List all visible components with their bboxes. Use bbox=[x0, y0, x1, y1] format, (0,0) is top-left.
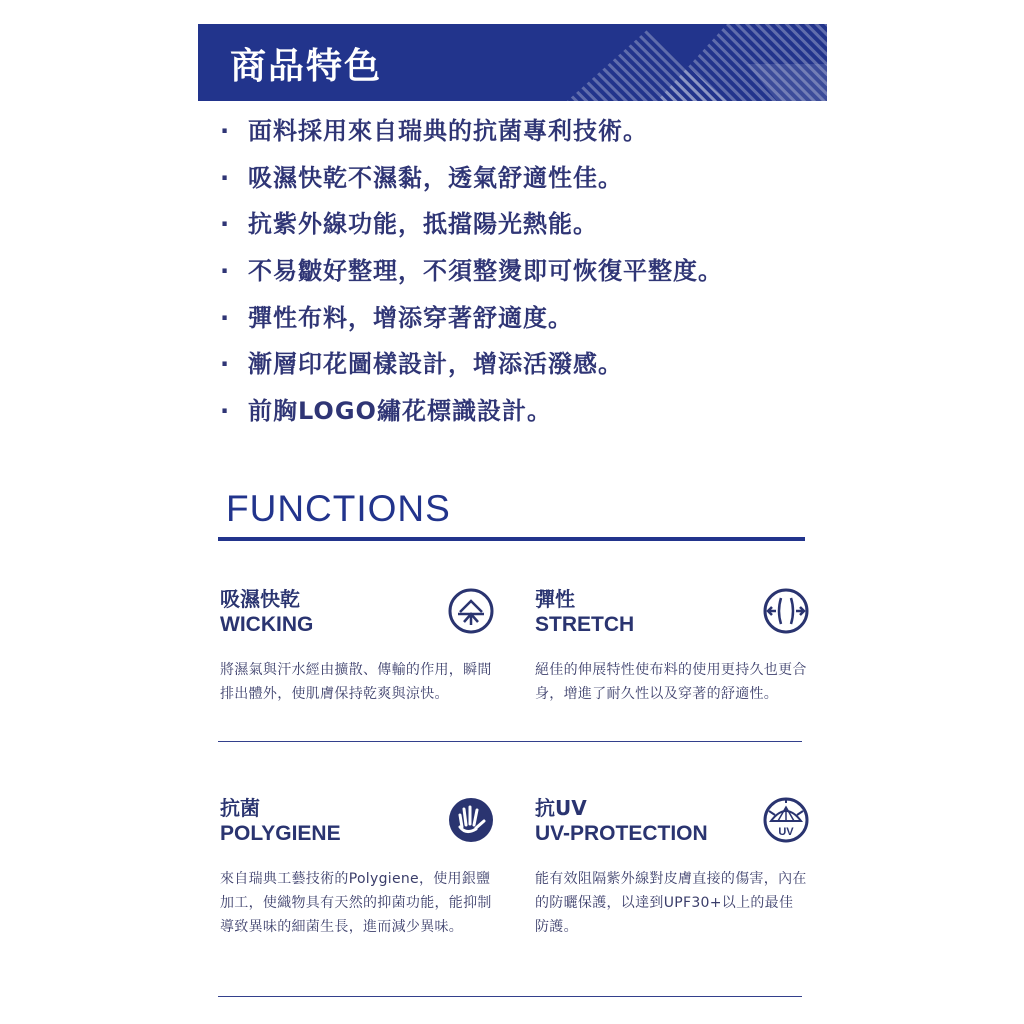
page-title: 商品特色 bbox=[230, 46, 383, 87]
feature-item: · 抗紫外線功能，抵擋陽光熱能。 bbox=[220, 210, 598, 239]
stretch-icon bbox=[763, 588, 809, 634]
card-description: 來自瑞典工藝技術的Polygiene，使用銀鹽加工，使織物具有天然的抑菌功能，能抑制導致異味的細菌生長，進而減少異味。 bbox=[220, 871, 492, 935]
svg-text:UV: UV bbox=[778, 826, 794, 838]
feature-item: · 前胸LOGO繡花標識設計。 bbox=[220, 397, 552, 426]
function-card-stretch bbox=[535, 586, 807, 706]
card-title-en: UV-PROTECTION bbox=[535, 822, 708, 845]
card-title-en: WICKING bbox=[220, 613, 314, 636]
function-card-polygiene bbox=[220, 795, 492, 939]
card-title-en: STRETCH bbox=[535, 613, 635, 636]
card-title-zh: 吸濕快乾 bbox=[220, 587, 300, 611]
card-description: 將濕氣與汗水經由擴散、傳輸的作用，瞬間排出體外，使肌膚保持乾爽與涼快。 bbox=[220, 662, 492, 702]
card-description: 絕佳的伸展特性使布料的使用更持久也更合身，增進了耐久性以及穿著的舒適性。 bbox=[535, 662, 807, 702]
feature-item: · 面料採用來自瑞典的抗菌專利技術。 bbox=[220, 117, 648, 145]
card-description: 能有效阻隔紫外線對皮膚直接的傷害，內在的防曬保護，以達到UPF30+以上的最佳防護。 bbox=[535, 871, 807, 935]
wicking-icon bbox=[448, 588, 494, 634]
feature-list bbox=[220, 108, 723, 435]
section-separator bbox=[218, 996, 802, 997]
header-banner bbox=[198, 24, 827, 101]
polygiene-hand-icon bbox=[448, 797, 494, 843]
section-separator bbox=[218, 741, 802, 742]
uv-umbrella-icon bbox=[763, 797, 809, 843]
card-title-zh: 抗菌 bbox=[220, 796, 260, 820]
card-title-zh: 抗UV bbox=[535, 796, 587, 820]
card-title-en: POLYGIENE bbox=[220, 822, 341, 845]
banner-decoration bbox=[527, 24, 827, 101]
feature-item: · 漸層印花圖樣設計，增添活潑感。 bbox=[220, 350, 623, 379]
function-card-uv bbox=[535, 795, 807, 939]
feature-item: · 彈性布料，增添穿著舒適度。 bbox=[220, 303, 573, 332]
feature-item: · 不易皺好整理，不須整燙即可恢復平整度。 bbox=[220, 257, 723, 286]
functions-heading: FUNCTIONS bbox=[226, 488, 451, 529]
functions-divider bbox=[218, 537, 805, 541]
feature-item: · 吸濕快乾不濕黏，透氣舒適性佳。 bbox=[220, 163, 623, 192]
function-card-wicking bbox=[220, 586, 492, 706]
card-title-zh: 彈性 bbox=[535, 587, 575, 611]
